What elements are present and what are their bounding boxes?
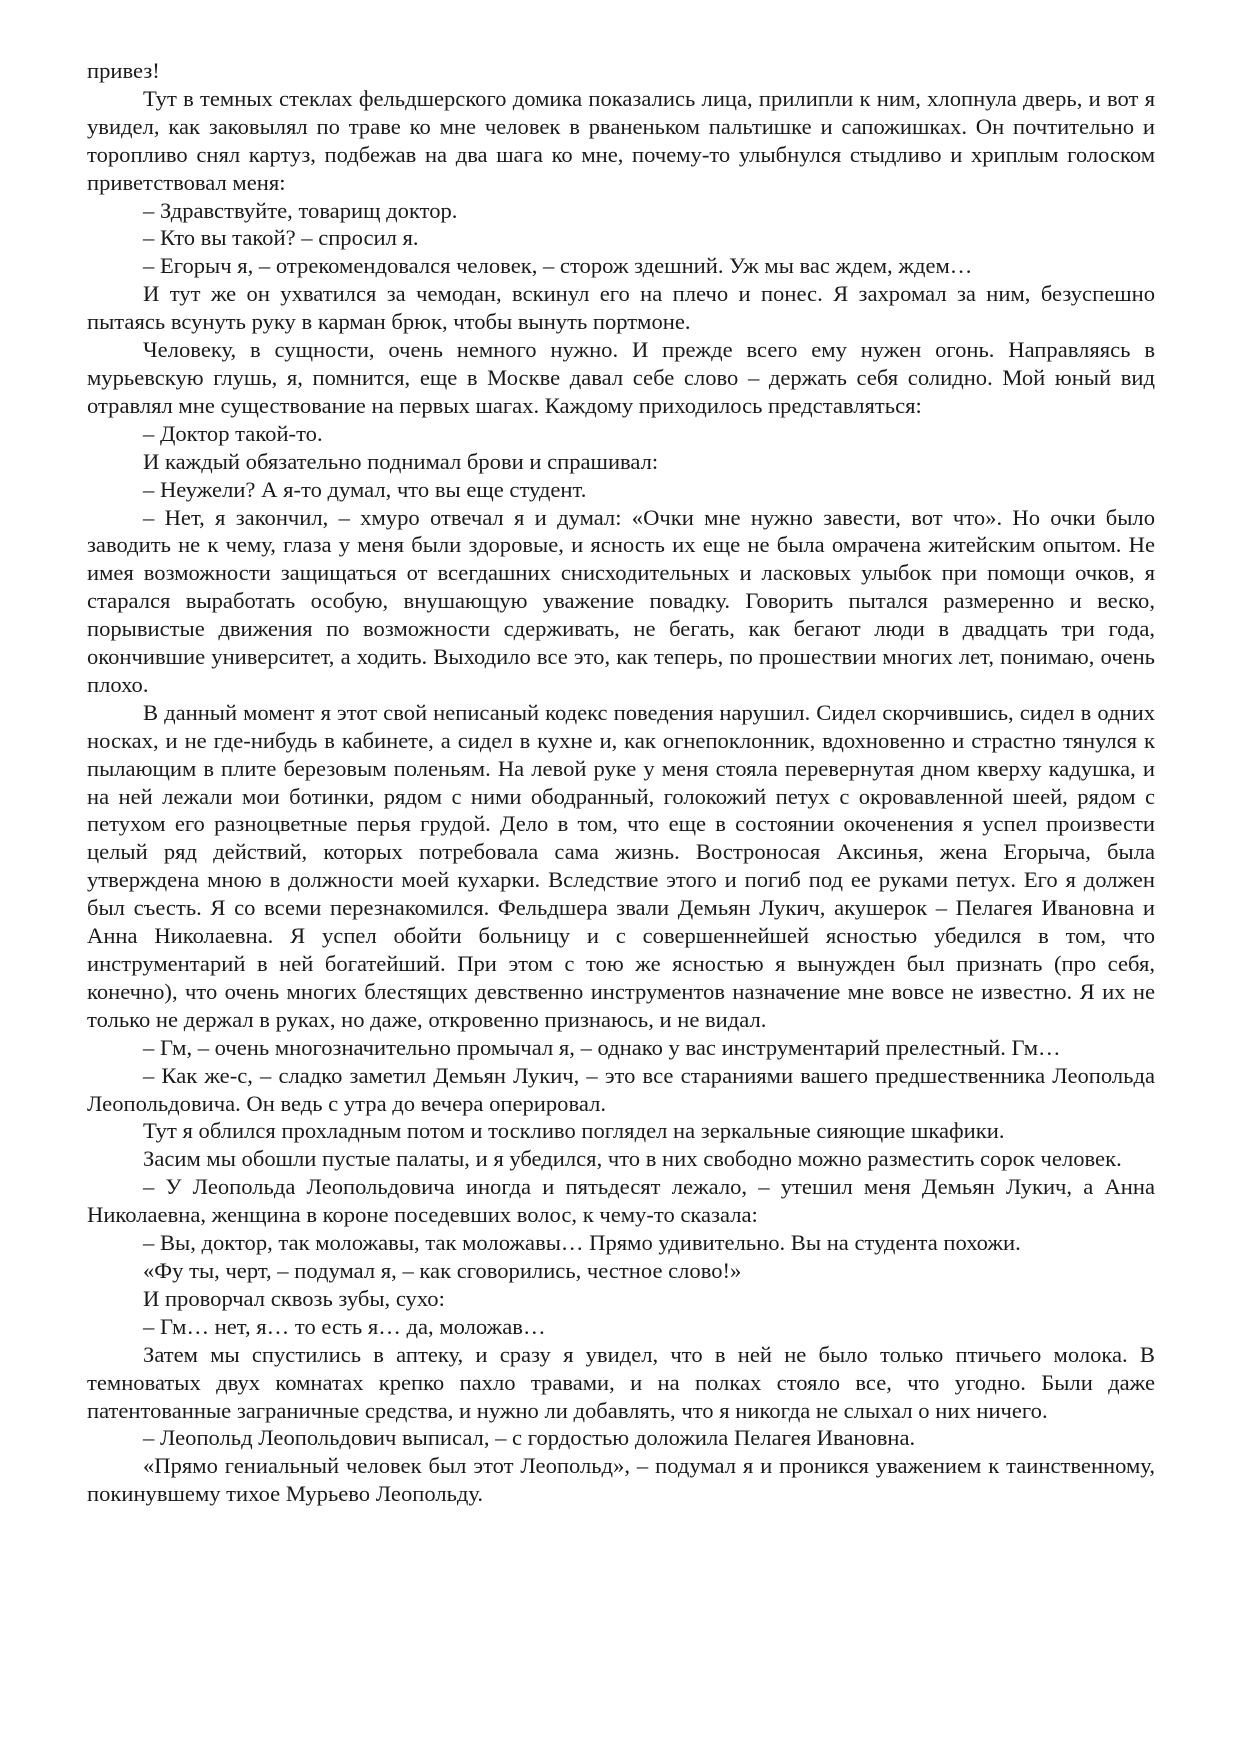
- paragraph: Тут я облился прохладным потом и тоскливо поглядел на зеркальные сияющие шкафики.: [143, 1118, 1005, 1144]
- paragraph: «Фу ты, черт, – подумал я, – как сговорились, честное слово!»: [143, 1257, 742, 1283]
- paragraph: Засим мы обошли пустые палаты, и я убедился, что в них свободно можно разместить сорок человек.: [143, 1146, 1122, 1172]
- paragraph: – Неужели? А я-то думал, что вы еще студент.: [143, 476, 587, 502]
- paragraph: «Прямо гениальный человек был этот Леопольд», – подумал я и проникся уважением к таинственному, покинувшему тихое Мурьево Леопольду.: [87, 1453, 1155, 1507]
- paragraph: И тут же он ухватился за чемодан, вскинул его на плечо и понес. Я захромал за ним, безуспешно пытаясь всунуть руку в карман брюк, чтобы вынуть портмоне.: [87, 281, 1155, 335]
- paragraph: – Как же-с, – сладко заметил Демьян Лукич, – это все стараниями вашего предшественника Леопольда Леопольдовича. Он ведь с утра до вечера оперировал.: [87, 1062, 1155, 1116]
- paragraph: – Гм… нет, я… то есть я… да, моложав…: [143, 1313, 546, 1339]
- paragraph: – Нет, я закончил, – хмуро отвечал я и думал: «Очки мне нужно завести, вот что». Но очки было заводить не к чему, глаза у меня были здоровые, и ясность их еще не была омрачена житейским опытом. Не имея возможности защищаться от всегдашних снисходительных и ласковых улыбок при помощи очков, я старался выработать особую, внушающую уважение повадку. Говорить пытался размеренно и веско, порывистые движения по возможности сдерживать, не бегать, как бегают люди в двадцать три года, окончившие университет, а ходить. Выходило все это, как теперь, по прошествии многих лет, понимаю, очень плохо.: [87, 504, 1155, 697]
- paragraph: привез!: [87, 58, 160, 83]
- paragraph: Тут в темных стеклах фельдшерского домика показались лица, прилипли к ним, хлопнула дверь, и вот я увидел, как заковылял по траве ко мне человек в рваненьком пальтишке и сапожишках. Он почтительно и торопливо снял картуз, подбежав на два шага ко мне, почему-то улыбнулся стыдливо и хриплым голоском приветствовал меня:: [87, 85, 1155, 195]
- paragraph: – Здравствуйте, товарищ доктор.: [143, 197, 458, 223]
- paragraph: – Леопольд Леопольдович выписал, – с гордостью доложила Пелагея Ивановна.: [143, 1425, 916, 1451]
- paragraph: – Егорыч я, – отрекомендовался человек, – сторож здешний. Уж мы вас ждем, ждем…: [143, 253, 973, 279]
- paragraph: И каждый обязательно поднимал брови и спрашивал:: [143, 448, 659, 474]
- paragraph: – Кто вы такой? – спросил я.: [143, 225, 419, 251]
- paragraph: Затем мы спустились в аптеку, и сразу я увидел, что в ней не было только птичьего молока. В темноватых двух комнатах крепко пахло травами, и на полках стояло все, что угодно. Были даже патентованные заграничные средства, и нужно ли добавлять, что я никогда не слыхал о них ничего.: [87, 1341, 1155, 1423]
- paragraph: – Доктор такой-то.: [143, 420, 323, 446]
- paragraph: – Вы, доктор, так моложавы, так моложавы… Прямо удивительно. Вы на студента похожи.: [143, 1230, 1021, 1256]
- paragraph: – У Леопольда Леопольдовича иногда и пятьдесят лежало, – утешил меня Демьян Лукич, а Анна Николаевна, женщина в короне поседевших волос, к чему-то сказала:: [87, 1174, 1155, 1228]
- paragraph: – Гм, – очень многозначительно промычал я, – однако у вас инструментарий прелестный. Гм…: [143, 1034, 1061, 1060]
- paragraph: И проворчал сквозь зубы, сухо:: [143, 1285, 445, 1311]
- paragraph: Человеку, в сущности, очень немного нужно. И прежде всего ему нужен огонь. Направляясь в мурьевскую глушь, я, помнится, еще в Москве давал себе слово – держать себя солидно. Мой юный вид отравлял мне существование на первых шагах. Каждому приходилось представляться:: [87, 337, 1155, 418]
- paragraph: В данный момент я этот свой неписаный кодекс поведения нарушил. Сидел скорчившись, сидел в одних носках, и не где-нибудь в кабинете, а сидел в кухне и, как огнепоклонник, вдохновенно и страстно тянулся к пылающим в плите березовым поленьям. На левой руке у меня стояла перевернутая дном кверху кадушка, и на ней лежали мои ботинки, рядом с ними ободранный, голокожий петух с окровавленной шеей, рядом с петухом его разноцветные перья грудой. Дело в том, что еще в состоянии окоченения я успел произвести целый ряд действий, которых потребовала сама жизнь. Востроносая Аксинья, жена Егорыча, была утверждена мною в должности моей кухарки. Вследствие этого и погиб под ее руками петух. Его я должен был съесть. Я со всеми перезнакомился. Фельдшера звали Демьян Лукич, акушерок – Пелагея Ивановна и Анна Николаевна. Я успел обойти больницу и с совершеннейшей ясностью убедился в том, что инструментарий в ней богатейший. При этом с тою же ясностью я вынужден был признать (про себя, конечно), что очень многих блестящих девственно инструментов назначение мне вовсе не известно. Я их не только не держал в руках, но даже, откровенно признаюсь, и не видал.: [87, 699, 1155, 1032]
- document-page: [87, 57, 1155, 1508]
